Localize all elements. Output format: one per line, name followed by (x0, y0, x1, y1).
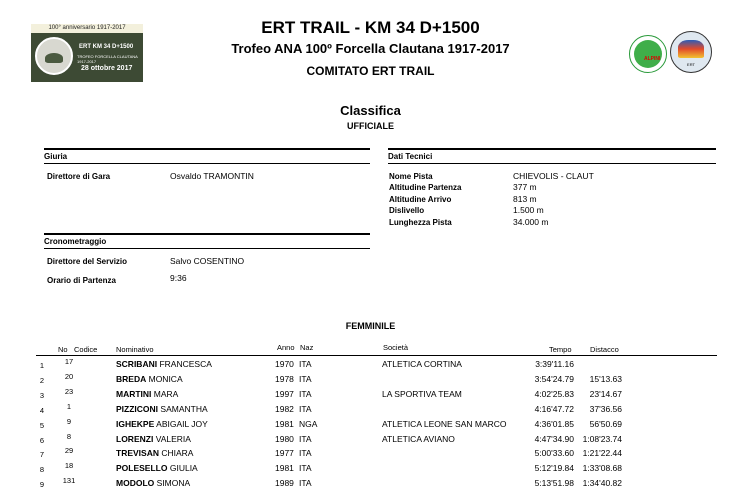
logo-line-1: ERT KM 34 D+1500 (79, 44, 134, 50)
column-header-distacco: Distacco (590, 345, 619, 354)
row-tempo: 3:39'11.16 (535, 359, 574, 369)
row-tempo: 5:00'33.60 (534, 448, 574, 459)
row-tempo: 4:47'34.90 (534, 433, 574, 444)
row-surname: PIZZICONI (116, 403, 159, 414)
cronometraggio-section-header (44, 233, 370, 249)
row-naz: ITA (299, 433, 312, 444)
row-rank: 5 (39, 420, 45, 430)
column-header-anno: Anno (277, 343, 295, 352)
row-distacco: 15'13.63 (589, 373, 622, 384)
altitudine-partenza-label: Altitudine Partenza (389, 183, 462, 192)
row-firstname: GIULIA (169, 463, 198, 474)
row-naz: ITA (299, 373, 312, 384)
giuria-section-header (44, 148, 370, 164)
column-header-naz: Naz (300, 343, 314, 352)
row-firstname: ABIGAIL JOY (156, 418, 208, 429)
altitudine-arrivo-value: 813 m (513, 194, 537, 204)
row-tempo: 4:36'01.85 (534, 418, 574, 429)
row-surname: MODOLO (116, 478, 155, 489)
row-nominativo (116, 404, 208, 414)
row-distacco: 23'14.67 (589, 388, 622, 399)
row-anno: 1980 (275, 433, 294, 444)
direttore-gara-value: Osvaldo TRAMONTIN (170, 171, 254, 181)
row-no: 29 (64, 446, 74, 456)
row-surname: SCRIBANI (116, 359, 158, 369)
row-societa: ATLETICA AVIANO (382, 433, 455, 444)
row-naz: ITA (299, 448, 312, 459)
row-distacco: 1:34'40.82 (582, 478, 622, 489)
row-surname: IGHEKPE (116, 418, 155, 429)
row-anno: 1982 (275, 403, 294, 414)
row-naz: ITA (299, 388, 312, 399)
row-surname: LORENZI (116, 433, 154, 444)
table-row (0, 431, 741, 449)
nome-pista-value: CHIEVOLIS - CLAUT (513, 171, 594, 181)
orario-partenza-value: 9:36 (170, 273, 187, 283)
altitudine-partenza-value: 377 m (513, 182, 537, 192)
page-title: ERT TRAIL - KM 34 D+1500 (261, 18, 480, 37)
column-header-societa: Società (383, 343, 409, 352)
row-rank: 7 (39, 450, 45, 460)
row-rank: 9 (39, 480, 45, 490)
row-surname: MARTINI (116, 388, 152, 399)
category-title: FEMMINILE (345, 321, 396, 331)
row-no: 23 (64, 386, 74, 396)
direttore-servizio-value: Salvo COSENTINO (170, 256, 245, 266)
committee-name: COMITATO ERT TRAIL (306, 64, 435, 78)
lunghezza-pista-label: Lunghezza Pista (389, 218, 452, 227)
row-naz: NGA (299, 418, 318, 429)
giuria-title: Giuria (44, 152, 68, 161)
dislivello-value: 1.500 m (513, 205, 544, 215)
row-nominativo (116, 419, 208, 429)
column-header-codice: Codice (74, 345, 98, 354)
direttore-servizio-label: Direttore del Servizio (47, 257, 128, 266)
row-surname: POLESELLO (116, 463, 168, 474)
row-naz: ITA (299, 359, 312, 369)
row-anno: 1989 (275, 478, 294, 489)
row-rank: 3 (39, 390, 45, 400)
row-anno: 1977 (275, 448, 294, 459)
cronometraggio-title: Cronometraggio (44, 237, 107, 246)
row-no: 17 (64, 357, 74, 366)
row-societa: ATLETICA CORTINA (382, 359, 462, 369)
row-tempo: 5:12'19.84 (534, 463, 574, 474)
column-header-nominativo: Nominativo (116, 345, 154, 354)
logo-band-text: 100° anniversario 1917-2017 (31, 24, 143, 33)
row-tempo: 4:16'47.72 (534, 403, 574, 414)
column-header-tempo: Tempo (549, 345, 572, 354)
lunghezza-pista-value: 34.000 m (513, 217, 549, 227)
row-distacco: 1:21'22.44 (582, 448, 622, 459)
orario-partenza-label: Orario di Partenza (47, 276, 116, 285)
logo-line-3: 28 ottobre 2017 (81, 65, 133, 72)
row-nominativo (116, 478, 190, 488)
row-no: 18 (64, 461, 74, 471)
row-rank: 6 (39, 435, 45, 445)
row-tempo: 5:13'51.98 (534, 478, 574, 489)
table-row (0, 371, 741, 389)
row-rank: 4 (39, 405, 45, 415)
row-rank: 1 (39, 361, 45, 370)
row-firstname: FRANCESCA (159, 359, 212, 369)
table-row (0, 359, 741, 374)
table-row (0, 386, 741, 404)
table-row (0, 416, 741, 434)
ert-logo-text: ERT (687, 62, 695, 67)
row-distacco: 1:08'23.74 (582, 433, 622, 444)
row-nominativo (116, 448, 193, 458)
row-anno: 1981 (275, 418, 294, 429)
row-rank: 8 (39, 465, 45, 475)
page-subtitle: Trofeo ANA 100º Forcella Clautana 1917-2017 (231, 41, 510, 56)
ana-alpini-logo-icon (629, 35, 667, 73)
row-naz: ITA (299, 403, 312, 414)
table-row (0, 448, 741, 463)
alpini-logo-text: ALPINI (644, 56, 661, 62)
table-divider (36, 355, 717, 356)
row-surname: BREDA (116, 373, 147, 384)
logo-line-2: TROFEO FORCELLA CLAUTANA 1917-2017 (77, 54, 138, 64)
table-row (0, 463, 741, 478)
row-nominativo (116, 463, 198, 473)
row-societa: LA SPORTIVA TEAM (382, 388, 462, 399)
row-firstname: SAMANTHA (160, 403, 208, 414)
row-tempo: 3:54'24.79 (534, 373, 574, 384)
classifica-type: UFFICIALE (347, 121, 394, 131)
classifica-title: Classifica (340, 103, 401, 118)
row-rank: 2 (39, 375, 45, 385)
row-nominativo (116, 374, 183, 384)
row-no: 8 (66, 431, 72, 441)
dati-tecnici-title: Dati Tecnici (388, 152, 433, 161)
row-naz: ITA (299, 463, 312, 474)
table-row (0, 401, 741, 419)
row-no: 131 (62, 476, 76, 486)
row-anno: 1970 (275, 359, 294, 369)
row-nominativo (116, 434, 191, 444)
row-no: 9 (66, 416, 72, 426)
row-distacco: 56'50.69 (589, 418, 622, 429)
row-anno: 1978 (275, 373, 294, 384)
row-naz: ITA (299, 478, 312, 489)
row-anno: 1997 (275, 388, 294, 399)
row-nominativo (116, 389, 178, 399)
row-no: 20 (64, 371, 74, 381)
row-firstname: MARA (153, 388, 179, 399)
direttore-gara-label: Direttore di Gara (47, 172, 111, 181)
row-firstname: CHIARA (161, 448, 194, 459)
row-firstname: SIMONA (156, 478, 191, 489)
row-distacco: 1:33'08.68 (582, 463, 622, 474)
altitudine-arrivo-label: Altitudine Arrivo (389, 195, 452, 204)
row-no: 1 (66, 401, 72, 411)
ert-trail-logo-icon (670, 31, 712, 73)
row-firstname: VALERIA (155, 433, 191, 444)
row-tempo: 4:02'25.83 (534, 388, 574, 399)
row-firstname: MONICA (148, 373, 183, 384)
row-nominativo (116, 359, 212, 369)
row-anno: 1981 (275, 463, 294, 474)
dati-tecnici-section-header (388, 148, 716, 164)
dislivello-label: Dislivello (389, 206, 425, 215)
column-header-no: No (58, 345, 68, 354)
row-societa: ATLETICA LEONE SAN MARCO (382, 418, 507, 429)
row-surname: TREVISAN (116, 448, 159, 459)
row-distacco: 37'36.56 (589, 403, 622, 414)
nome-pista-label: Nome Pista (389, 172, 433, 181)
